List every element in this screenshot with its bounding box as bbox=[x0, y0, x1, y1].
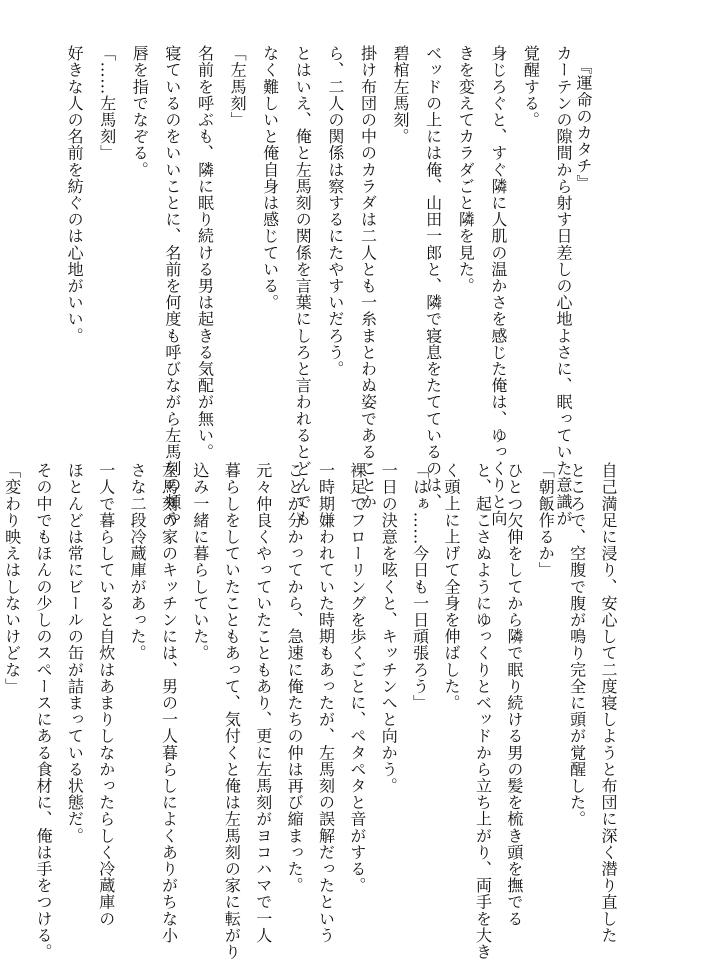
bottom-text-block bbox=[0, 462, 618, 960]
text-line: 自己満足に浸り、安心して二度寝しようと布団に深く潜り直した bbox=[599, 462, 618, 944]
text-line: その中でもほんの少しのスペースにある食材に、俺は手をつける。 bbox=[33, 462, 53, 960]
text-line: と、起こさぬようにゆっくりとベッドから立ち上がり、両手を大き bbox=[473, 462, 493, 960]
text-line: さな二段冷蔵庫があった。 bbox=[128, 462, 148, 662]
text-line: 暮らしをしていたこともあって、気付くと俺は左馬刻の家に転がり bbox=[222, 462, 242, 960]
text-line: く頭上に上げて全身を伸ばした。 bbox=[442, 462, 462, 711]
text-line: 「左馬刻」 bbox=[228, 45, 248, 128]
text-line: 「はぁ……今日も一日頑張ろう」 bbox=[410, 462, 430, 711]
text-line: 身じろぐと、すぐ隣に人肌の温かさを感じた俺は、ゆっくりと向 bbox=[488, 45, 508, 527]
text-line: 一日の決意を呟くと、キッチンへと向かう。 bbox=[379, 462, 399, 794]
text-line: 唇を指でなぞる。 bbox=[130, 45, 150, 178]
text-line: 一時期嫌われていた時期もあったが、左馬刻の誤解だったという bbox=[316, 462, 336, 944]
text-line: 込み一緒に暮らしていた。 bbox=[190, 462, 210, 662]
text-line: 元々仲良くやっていたこともあり、更に左馬刻がヨコハマで一人 bbox=[253, 462, 273, 944]
text-line: きを変えてカラダごと隣を見た。 bbox=[456, 45, 476, 294]
text-line: ベッドの上には俺、山田一郎と、隣で寝息をたてているのは、 bbox=[423, 45, 443, 510]
text-line: 覚醒する。 bbox=[521, 45, 541, 128]
text-line: とはいえ、俺と左馬刻の関係を言葉にしろと言われるとどんでも bbox=[293, 45, 313, 527]
text-line: 「変わり映えはしないけどな」 bbox=[2, 462, 22, 695]
text-line: 掛け布団の中のカラダは二人とも一糸まとわぬ姿であることか bbox=[358, 45, 378, 510]
text-line: カーテンの隙間から射す日差しの心地よさに、眠っていた意識が bbox=[554, 45, 573, 527]
text-line: 「……左馬刻」 bbox=[97, 45, 117, 162]
text-line: 名前を呼ぶも、隣に眠り続ける男は起きる気配が無い。 bbox=[195, 45, 215, 460]
text-line: 「朝飯作るか」 bbox=[536, 462, 556, 579]
text-line: ひとつ欠伸をしてから隣で眠り続ける男の髪を梳き頭を撫でる bbox=[504, 462, 524, 927]
text-line: 一人で暮らしていると自炊はあまりしなかったらしく冷蔵庫の bbox=[96, 462, 116, 927]
text-line: ことが分かってから、急速に俺たちの仲は再び縮まった。 bbox=[285, 462, 305, 894]
text-line: 左馬刻の家のキッチンには、男の一人暮らしによくありがちな小 bbox=[159, 462, 179, 944]
text-line: なく難しいと俺自身は感じている。 bbox=[260, 45, 280, 311]
text-line: 裸足でフローリングを歩くごとに、ペタペタと音がする。 bbox=[347, 462, 367, 894]
text-line: 寝ているのをいいことに、名前を何度も呼びながら左馬刻の頬や bbox=[162, 45, 182, 527]
text-line: ほとんどは常にビールの缶が詰まっている状態だ。 bbox=[65, 462, 85, 844]
text-line: ら、二人の関係は察するにたやすいだろう。 bbox=[325, 45, 345, 377]
story-title: 『運命のカタチ』 bbox=[574, 58, 593, 191]
text-line: 好きな人の名前を紡ぐのは心地がいい。 bbox=[65, 45, 85, 344]
text-line: 碧棺左馬刻。 bbox=[391, 45, 411, 145]
text-line: ところで、空腹で腹が鳴り完全に頭が覚醒した。 bbox=[567, 462, 587, 828]
